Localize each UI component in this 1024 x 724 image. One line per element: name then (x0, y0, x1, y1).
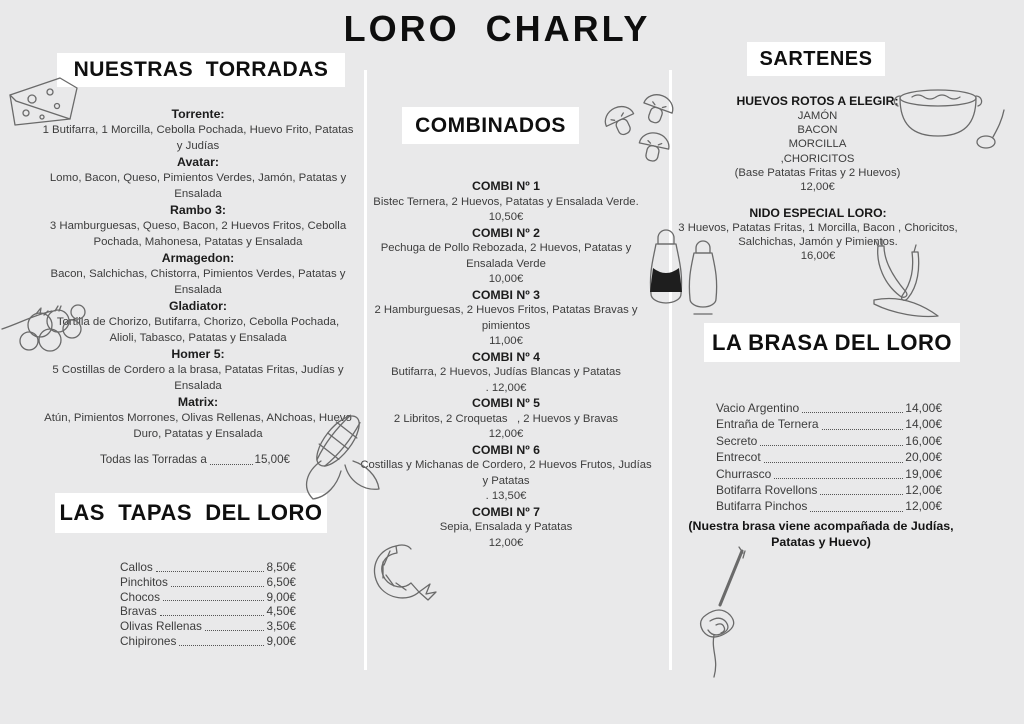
dot-leader (820, 494, 903, 495)
price-row: Vacio Argentino 14,00€ (716, 401, 942, 415)
torradas-footer: Todas las Torradas a 15,00€ (100, 453, 290, 466)
dot-leader (156, 571, 265, 572)
price-row: Bravas 4,50€ (120, 604, 296, 619)
page-title: LORO CHARLY (343, 8, 651, 49)
section-heading-combinados: COMBINADOS (402, 107, 579, 144)
dot-leader (160, 615, 265, 616)
menu-item: Rambo 3: 3 Hamburguesas, Queso, Bacon, 2 Huevos Fritos, Cebolla Pochada, Mahonesa, Patatas y Ensalada (49, 203, 347, 248)
price-row: Chocos 9,00€ (120, 589, 296, 604)
combinados-list (357, 179, 655, 551)
price-row: Callos 8,50€ (120, 560, 296, 574)
dot-leader (764, 462, 904, 463)
dot-leader (774, 478, 903, 479)
menu-item: Armagedon: Bacon, Salchichas, Chistorra, Pimientos Verdes, Patatas y Ensalada (50, 251, 346, 296)
menu-item: Torrente: 1 Butifarra, 1 Morcilla, Cebolla Pochada, Huevo Frito, Patatas y Judías (42, 107, 354, 152)
corn-icon (283, 403, 388, 503)
price: 12,00€ (800, 181, 835, 194)
combo-item: COMBI Nº 6 Costillas y Michanas de Cordero, 2 Huevos Frutos, Judías y Patatas . 13,50€ (360, 442, 652, 502)
price-row: Secreto 16,00€ (716, 433, 942, 448)
dot-leader (760, 445, 903, 446)
price-row: Churrasco 19,00€ (716, 466, 942, 481)
item-title: NIDO ESPECIAL LORO: (749, 206, 887, 220)
dot-leader (179, 645, 264, 646)
brasa-note: (Nuestra brasa viene acompañada de Judías, Patatas y Huevo) (688, 519, 954, 549)
price-row: Botifarra Rovellons 12,00€ (716, 483, 942, 498)
price-row: Entrecot 20,00€ (716, 450, 942, 465)
section-heading-sartenes: SARTENES (747, 42, 885, 76)
menu-item: Homer 5: 5 Costillas de Cordero a la brasa, Patatas Fritas, Judías y Ensalada (52, 347, 344, 392)
combo-item: COMBI Nº 5 2 Libritos, 2 Croquetas , 2 Huevos y Bravas 12,00€ (393, 396, 619, 440)
tomatoes-icon (0, 283, 95, 363)
dot-leader (163, 600, 264, 601)
salt-pepper-grinders-icon (636, 226, 731, 336)
menu-item: Avatar: Lomo, Bacon, Queso, Pimientos Verdes, Jamón, Patatas y Ensalada (49, 155, 347, 200)
combo-item: COMBI Nº 7 Sepia, Ensalada y Patatas 12,00€ (439, 504, 573, 549)
dot-leader (205, 630, 265, 631)
option: JAMÓN (797, 110, 838, 122)
section-heading-torradas: NUESTRAS TORRADAS (57, 53, 345, 87)
price-row: Entraña de Ternera 14,00€ (716, 417, 942, 432)
option: MORCILLA (788, 138, 847, 151)
price-row: Pinchitos 6,50€ (120, 574, 296, 589)
section-heading-brasa: LA BRASA DEL LORO (704, 323, 960, 362)
price: 16,00€ (800, 250, 836, 263)
section-heading-tapas: LAS TAPAS DEL LORO (55, 493, 327, 533)
shrimp-icon (366, 540, 446, 608)
item-desc: 3 Huevos, Patatas Fritas, 1 Morcilla, Bacon , Choricitos, Salchichas, Jamón y Pimientos. (678, 222, 958, 249)
item-title: HUEVOS ROTOS A ELEGIR: (736, 94, 899, 108)
torradas-list (42, 106, 354, 442)
dot-leader (802, 412, 903, 413)
combo-item: COMBI Nº 3 2 Hamburguesas, 2 Huevos Fritos, Patatas Bravas y pimientos 11,00€ (374, 287, 638, 347)
dot-leader (822, 429, 904, 430)
price-row: Butifarra Pinchos 12,00€ (716, 499, 942, 514)
combo-item: COMBI Nº 1 Bistec Ternera, 2 Huevos, Patatas y Ensalada Verde. 10,50€ (373, 179, 639, 223)
price-row: Chipirones 9,00€ (120, 633, 296, 648)
mushrooms-icon (596, 86, 686, 171)
combo-item: COMBI Nº 4 Butifarra, 2 Huevos, Judías Blancas y Patatas . 12,00€ (391, 349, 621, 394)
tapas-list (120, 560, 296, 649)
price-row: Olivas Rellenas 3,50€ (120, 619, 296, 634)
menu-item: Gladiator: Tortilla de Chorizo, Butifarra, Chorizo, Cebolla Pochada, Alioli, Tabasco, Patatas y Ensalada (56, 299, 340, 344)
brasa-list (716, 400, 942, 515)
cheese-icon (2, 73, 84, 133)
option: BACON (797, 124, 838, 137)
option: ,CHORICITOS (780, 152, 855, 165)
menu-item: Matrix: Atún, Pimientos Morrones, Olivas Rellenas, ANchoas, Huevo Duro, Patatas y Ensalada (44, 395, 352, 440)
combo-item: COMBI Nº 2 Pechuga de Pollo Rebozada, 2 Huevos, Patatas y Ensalada Verde 10,00€ (380, 225, 632, 285)
soup-pot-icon (890, 80, 1008, 152)
base-note: (Base Patatas Fritas y 2 Huevos) (734, 166, 901, 179)
dot-leader (171, 586, 265, 587)
dot-leader (810, 511, 903, 512)
fork-noodles-icon (690, 543, 765, 683)
chilies-icon (856, 238, 956, 328)
dot-leader (210, 464, 253, 465)
